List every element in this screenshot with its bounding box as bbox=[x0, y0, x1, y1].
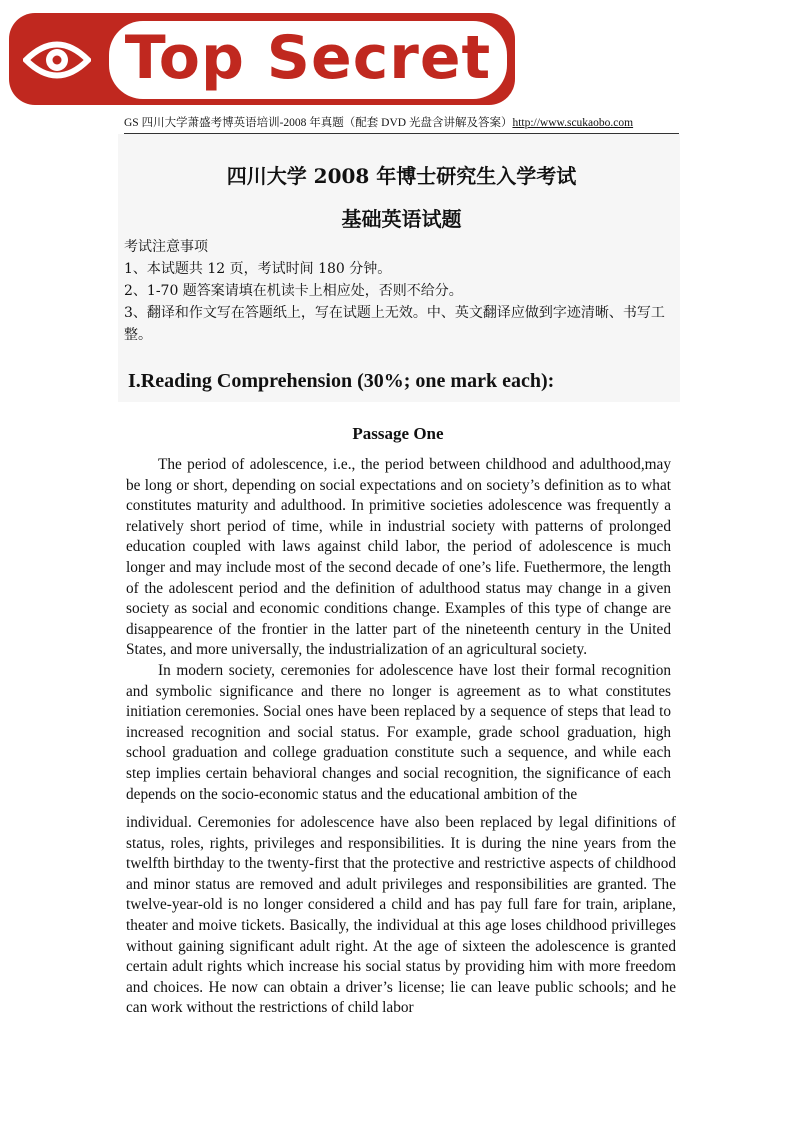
exam-title: 四川大学 2008 年博士研究生入学考试 bbox=[226, 164, 577, 188]
passage-text-bottom bbox=[126, 813, 676, 1019]
notes-item: 1、本试题共 12 页，考试时间 180 分钟。 bbox=[124, 261, 392, 277]
logo-text: Top Secret bbox=[124, 23, 492, 93]
page-header bbox=[124, 114, 679, 134]
paragraph: The period of adolescence, i.e., the period between childhood and adulthood,may be long or short, depending on social expectations and on society’s definition as to what constitutes maturity and adulthood. In primitive societies adolescence was frequently a relatively short period of time, while in industrial society with patterns of prolonged education coupled with laws against child labor, the period of adolescence is much longer and may include most of the second decade of one’s life. Fuethermore, the length of the adolescent period and the definition of adulthood status may change in a given society as social and economic conditions change. Examples of this type of change are disappearence of the frontier in the latter part of the nineteenth century in the United States, and more universally, the industrialization of an agricultural society. bbox=[126, 456, 671, 659]
exam-notes bbox=[124, 236, 684, 346]
exam-subtitle: 基础英语试题 bbox=[341, 207, 462, 231]
header-text: GS 四川大学萧盛考博英语培训-2008 年真题（配套 DVD 光盘含讲解及答案） bbox=[124, 117, 513, 129]
notes-item: 2、1-70 题答案请填在机读卡上相应处，否则不给分。 bbox=[124, 283, 463, 299]
header-link[interactable]: http://www.scukaobo.com bbox=[512, 117, 634, 129]
top-secret-logo bbox=[9, 13, 515, 105]
notes-heading: 考试注意事项 bbox=[124, 239, 208, 255]
passage-title: Passage One bbox=[352, 424, 444, 443]
section-heading: I.Reading Comprehension (30%; one mark each): bbox=[128, 370, 555, 392]
eye-icon bbox=[23, 33, 91, 87]
paragraph: individual. Ceremonies for adolescence have also been replaced by legal difinitions of status, roles, rights, privileges and responsibilities. It is during the nine years from the twelfth birthday to the twenty-first that the protective and restrictive aspects of childhood and minor status are removed and adult privileges and responsibilities are granted. The twelve-year-old is no longer considered a child and has pay full fare for train, ariplane, theater and moive tickets. Basically, the individual at this age loses childhood privilleges without gaining significant adult right. At the age of sixteen the adolescence is granted certain adult rights which increase his social status by providing him with more freedom and choices. He now can obtain a driver’s license; lie can leave public schools; and he can work without the restrictions of child labor bbox=[126, 814, 676, 1017]
notes-item: 3、翻译和作文写在答题纸上，写在试题上无效。中、英文翻译应做到字迹清晰、书写工整。 bbox=[124, 305, 665, 343]
paragraph: In modern society, ceremonies for adolescence have lost their formal recognition and symbolic significance and there no longer is agreement as to what constitutes initiation ceremonies. Social ones have been replaced by a sequence of steps that lead to increased recognition and social status. For example, grade school graduation, high school graduation and college graduation constitute such a sequence, and while each step implies certain behavioral changes and social recognition, the significance of each depends on the socio-economic status and the educational ambition of the bbox=[126, 661, 671, 803]
passage-text-top bbox=[126, 455, 671, 805]
logo-text-panel bbox=[109, 21, 507, 99]
